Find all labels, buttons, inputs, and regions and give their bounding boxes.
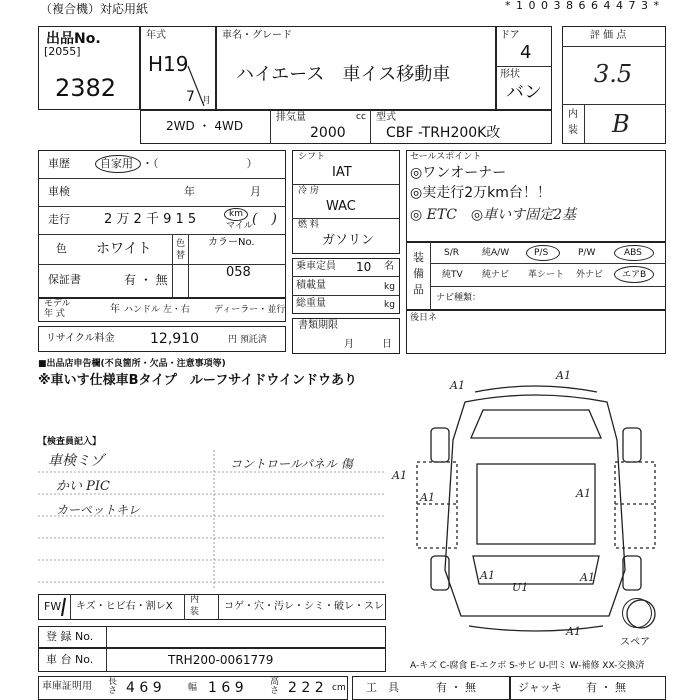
body-type-label: 形状: [500, 69, 520, 80]
warranty-label: 保証書: [48, 273, 81, 286]
year-label: 年式: [146, 30, 166, 41]
remarks-text: ※車いす仕様車Bタイプ ルーフサイドウインドウあり: [38, 373, 357, 388]
remarks-label: ■出品店申告欄(不良箇所・欠品・注意事項等): [38, 359, 226, 369]
jack-label: ジャッキ: [518, 681, 562, 694]
rating-interior-label-1: 内: [568, 109, 578, 120]
sales-point-2: ◎実走行2万km台！！: [410, 185, 551, 201]
jack-options: 有 ・ 無: [586, 681, 626, 694]
fw-interior-items: コゲ・穴・汚レ・シミ・破レ・スレ: [224, 601, 384, 612]
recycle-label: リサイクル料金: [46, 333, 115, 344]
form-note: （複合機）対応用紙: [40, 2, 149, 16]
rating-interior-line: [562, 104, 666, 105]
chassis-label: 車 台 No.: [46, 653, 94, 666]
handle-text: ハンドル 左・右: [124, 305, 190, 315]
info-line-3: [38, 234, 286, 235]
damage-mark-rear-left: A1: [480, 569, 495, 582]
barcode-text: * 1 0 0 3 8 6 6 4 4 7 3 *: [505, 0, 660, 12]
doors-label: ドア: [500, 30, 520, 41]
cert-height-label: 高さ: [270, 677, 280, 696]
color-label: 色: [56, 242, 67, 255]
equip-aw: 純A/W: [482, 248, 510, 258]
cert-length-value: 4 6 9: [126, 680, 162, 696]
equip-line-2: [430, 286, 666, 287]
inspector-lines: [38, 450, 386, 590]
damage-mark-left: A1: [392, 469, 407, 482]
displacement-value: 2000: [310, 125, 346, 141]
rating-interior-label-2: 装: [568, 125, 578, 136]
body-type-value: バン: [506, 82, 542, 103]
docs-due-label: 書類期限: [298, 320, 338, 331]
inspector-note-3: カーペットキレ: [56, 503, 140, 517]
lot-label: 出品No.: [46, 31, 101, 47]
cert-width-label: 幅: [188, 683, 198, 693]
sales-points-label: セールスポイント: [410, 152, 482, 162]
reg-vline: [106, 626, 107, 648]
mileage-unit-mile: マイル: [226, 221, 253, 231]
color-repaint-label-2: 替: [176, 251, 186, 261]
rating-header-line: [562, 46, 666, 47]
cert-width-value: 1 6 9: [208, 680, 244, 696]
fuel-value: ガソリン: [322, 233, 375, 248]
fw-label: FW: [44, 600, 62, 613]
color-value: ホワイト: [96, 241, 152, 257]
equipment-label-2: 備: [413, 267, 424, 280]
equipment-label-1: 装: [413, 251, 424, 264]
capacity-load-unit: kg: [384, 282, 395, 292]
damage-mark-spare: A1: [566, 625, 581, 638]
equip-airbag: エアB: [622, 270, 647, 280]
history-rest: ・（ ）: [142, 157, 258, 170]
equip-leather: 革シート: [528, 270, 565, 280]
damage-mark-front-right: A1: [556, 369, 571, 382]
type-code-label: 型式: [376, 112, 396, 123]
equip-tv: 純TV: [442, 270, 463, 280]
shift-value: IAT: [332, 165, 352, 180]
rating-interior-vline: [584, 104, 585, 144]
docs-due-month-unit: 月: [344, 339, 354, 350]
doors-divider: [496, 66, 552, 67]
fuel-label: 燃 料: [298, 220, 319, 230]
capacity-passengers-label: 乗車定員: [296, 261, 336, 272]
inspection-month-unit: 月: [250, 185, 261, 198]
cert-unit: cm: [332, 683, 346, 693]
equip-sr: S/R: [444, 248, 459, 258]
year-month-value: 7: [186, 89, 195, 105]
inspector-note-4: コントロールパネル 傷: [230, 457, 353, 471]
mid-line-1: [292, 184, 400, 185]
sales-point-1: ◎ワンオーナー: [410, 165, 507, 181]
fw-vline-1: [70, 594, 71, 620]
equip-line-1: [430, 263, 666, 264]
mileage-handwritten: ( ): [252, 211, 277, 227]
registration-label: 登 録 No.: [46, 630, 94, 643]
capacity-gross-label: 総重量: [296, 298, 326, 309]
rating-score: 3.5: [594, 60, 633, 88]
warranty-options: 有 ・ 無: [124, 273, 168, 287]
damage-mark-rear-right: A1: [580, 571, 595, 584]
lot-bracket-number: [2055]: [44, 45, 81, 58]
colorno-label: カラーNo.: [208, 237, 255, 248]
info-line-1: [38, 178, 286, 179]
equip-ps: P/S: [534, 248, 549, 258]
capacity-gross-unit: kg: [384, 300, 395, 310]
color-repaint-label-1: 色: [176, 239, 186, 249]
equip-pw: P/W: [578, 248, 596, 258]
info-line-2: [38, 206, 286, 207]
fw-handmark: [58, 596, 70, 618]
recycle-value: 12,910: [150, 331, 199, 347]
spare-label: スペア: [620, 637, 650, 648]
cert-height-value: 2 2 2: [288, 680, 324, 696]
inspection-year-unit: 年: [184, 185, 195, 198]
model-year-label-1: モデル: [44, 299, 71, 309]
diagram-legend: A-キズ C-腐食 E-エクボ S-サビ U-凹ミ W-補修 XX-交換済: [410, 661, 645, 671]
info-vline-1: [172, 234, 173, 298]
spec-div-2: [370, 110, 371, 144]
drive-label: 2WD ・ 4WD: [166, 119, 244, 133]
mileage-label: 走行: [48, 213, 70, 226]
fw-vline-3: [218, 594, 219, 620]
chassis-value: TRH200-0061779: [168, 653, 274, 667]
sales-point-3: ◎ ETC ◎車いす固定2基: [410, 207, 577, 223]
type-code-value: CBF -TRH200K改: [386, 125, 501, 141]
damage-mark-left-door: A1: [420, 491, 435, 504]
tools-options: 有 ・ 無: [436, 681, 476, 694]
rating-label: 評 価 点: [590, 30, 627, 41]
shift-label: シフト: [298, 152, 326, 162]
cap-line-2: [292, 295, 400, 296]
inspector-note-2: かい PIC: [56, 479, 110, 494]
spec-div-1: [270, 110, 271, 144]
capacity-load-label: 積載量: [296, 280, 326, 291]
model-year-label-2: 年 式: [44, 309, 65, 319]
year-month-unit: 月: [202, 96, 212, 106]
cert-length-label: 長さ: [108, 677, 118, 696]
equipment-label-3: 品: [413, 283, 424, 296]
mileage-unit-km: km: [229, 209, 243, 219]
equip-vline: [430, 242, 431, 310]
fw-interior-label-1: 内: [190, 595, 200, 605]
fw-interior-label-2: 装: [190, 607, 200, 617]
damage-mark-front-left: A1: [450, 379, 465, 392]
rating-interior-grade: B: [612, 110, 630, 138]
docs-due-day-unit: 日: [382, 339, 392, 350]
aircon-label: 冷 房: [298, 186, 319, 196]
mid-line-2: [292, 218, 400, 219]
history-label: 車歴: [48, 157, 70, 170]
equip-ext-navi: 外ナビ: [576, 270, 604, 280]
capacity-passengers-unit: 名: [384, 261, 394, 272]
recycle-unit: 円 預託済: [228, 335, 267, 345]
fw-items: キズ・ヒビ右・割レX: [76, 601, 173, 612]
equip-abs: ABS: [624, 248, 642, 258]
equip-navi: 純ナビ: [482, 270, 510, 280]
inspector-label: 【検査員記入】: [38, 437, 102, 447]
lot-number: 2382: [55, 74, 117, 102]
inspection-label: 車検: [48, 185, 70, 198]
model-year-unit: 年: [110, 304, 120, 315]
displacement-label: 排気量: [276, 112, 306, 123]
tools-label: 工 具: [366, 681, 399, 694]
dealer-text: ディーラー・並行: [214, 305, 286, 315]
mileage-digits: 2 万 2 千 9 1 5: [104, 212, 197, 227]
spare-tire-icon: [622, 598, 652, 628]
after-install-label: 後日ネ: [410, 313, 438, 323]
damage-mark-right-door: A1: [576, 487, 591, 500]
capacity-passengers-value: 10: [356, 260, 372, 274]
cap-line-1: [292, 276, 400, 277]
model-label: 車名・グレード: [222, 30, 292, 41]
history-circled: 自家用: [100, 157, 133, 170]
displacement-unit: cc: [356, 112, 366, 122]
cert-label: 車庫証明用: [42, 681, 92, 692]
damage-mark-rear-center: U1: [512, 581, 529, 594]
model-name: ハイエース 車イス移動車: [236, 64, 451, 85]
aircon-value: WAC: [326, 199, 356, 214]
doors-value: 4: [520, 42, 532, 63]
inspector-note-1: 車検ミゾ: [48, 453, 104, 469]
fw-vline-2: [184, 594, 185, 620]
equip-navi-type-label: ナビ種類：: [436, 293, 482, 303]
info-vline-2: [188, 234, 189, 298]
year-era-value: H19: [148, 52, 189, 76]
chassis-vline: [106, 648, 107, 672]
after-install-box: [406, 310, 666, 354]
colorno-value: 058: [226, 265, 251, 280]
